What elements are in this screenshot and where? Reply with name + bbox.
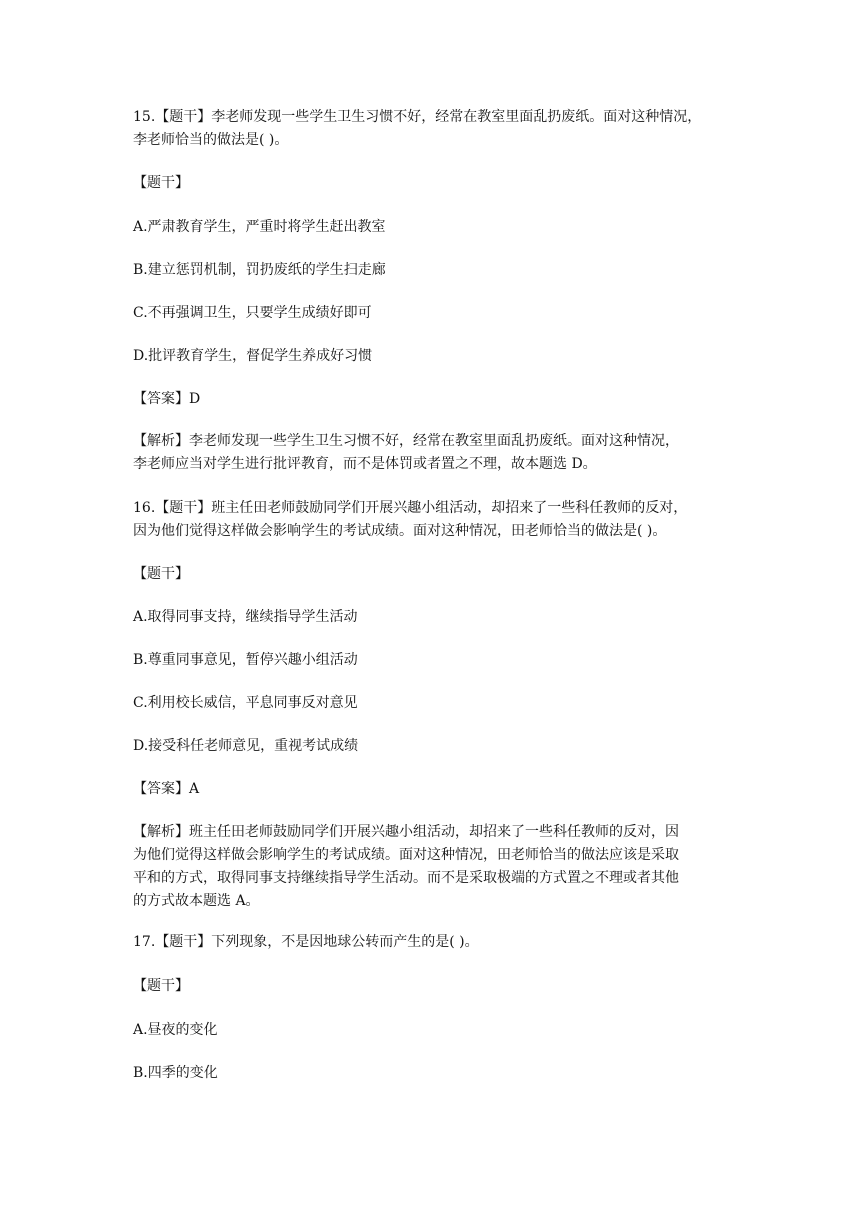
q16-analysis-line2: 为他们觉得这样做会影响学生的考试成绩。面对这种情况，田老师恰当的做法应该是采取 bbox=[133, 847, 679, 863]
q15-option-a: A.严肃教育学生，严重时将学生赶出教室 bbox=[133, 219, 386, 235]
q15-stem bbox=[133, 106, 733, 152]
q15-analysis-line2: 李老师应当对学生进行批评教育，而不是体罚或者置之不理，故本题选 D。 bbox=[133, 456, 597, 472]
q15-analysis-line1: 【解析】李老师发现一些学生卫生习惯不好，经常在教室里面乱扔废纸。面对这种情况， bbox=[133, 433, 679, 449]
q15-stem-line2: 李老师恰当的做法是( )。 bbox=[133, 132, 289, 148]
q17-option-b: B.四季的变化 bbox=[133, 1065, 218, 1081]
q17-stem: 17.【题干】下列现象，不是因地球公转而产生的是( )。 bbox=[133, 934, 479, 950]
q15-option-d: D.批评教育学生，督促学生养成好习惯 bbox=[133, 348, 373, 364]
q16-stem-line2: 因为他们觉得这样做会影响学生的考试成绩。面对这种情况，田老师恰当的做法是( )。 bbox=[133, 523, 667, 539]
q16-analysis bbox=[133, 821, 733, 913]
q17-option-a: A.昼夜的变化 bbox=[133, 1022, 218, 1038]
q16-tag: 【题干】 bbox=[133, 566, 189, 582]
q16-answer: 【答案】A bbox=[133, 781, 200, 797]
q16-analysis-line3: 平和的方式，取得同事支持继续指导学生活动。而不是采取极端的方式置之不理或者其他 bbox=[133, 870, 679, 886]
q16-option-a: A.取得同事支持，继续指导学生活动 bbox=[133, 609, 358, 625]
q15-tag: 【题干】 bbox=[133, 175, 189, 191]
q15-option-b: B.建立惩罚机制，罚扔废纸的学生扫走廊 bbox=[133, 262, 386, 278]
q15-analysis bbox=[133, 430, 733, 476]
q15-answer: 【答案】D bbox=[133, 391, 201, 407]
q15-stem-line1: 15.【题干】李老师发现一些学生卫生习惯不好，经常在教室里面乱扔废纸。面对这种情况， bbox=[133, 109, 702, 125]
q16-analysis-line4: 的方式故本题选 A。 bbox=[133, 893, 260, 909]
q16-option-b: B.尊重同事意见，暂停兴趣小组活动 bbox=[133, 652, 358, 668]
q17-tag: 【题干】 bbox=[133, 978, 189, 994]
q16-stem bbox=[133, 497, 733, 543]
q16-analysis-line1: 【解析】班主任田老师鼓励同学们开展兴趣小组活动，却招来了一些科任教师的反对，因 bbox=[133, 824, 679, 840]
q16-stem-line1: 16.【题干】班主任田老师鼓励同学们开展兴趣小组活动，却招来了一些科任教师的反对， bbox=[133, 500, 688, 516]
q16-option-c: C.利用校长威信，平息同事反对意见 bbox=[133, 695, 358, 711]
q16-option-d: D.接受科任老师意见，重视考试成绩 bbox=[133, 738, 359, 754]
q15-option-c: C.不再强调卫生，只要学生成绩好即可 bbox=[133, 305, 372, 321]
